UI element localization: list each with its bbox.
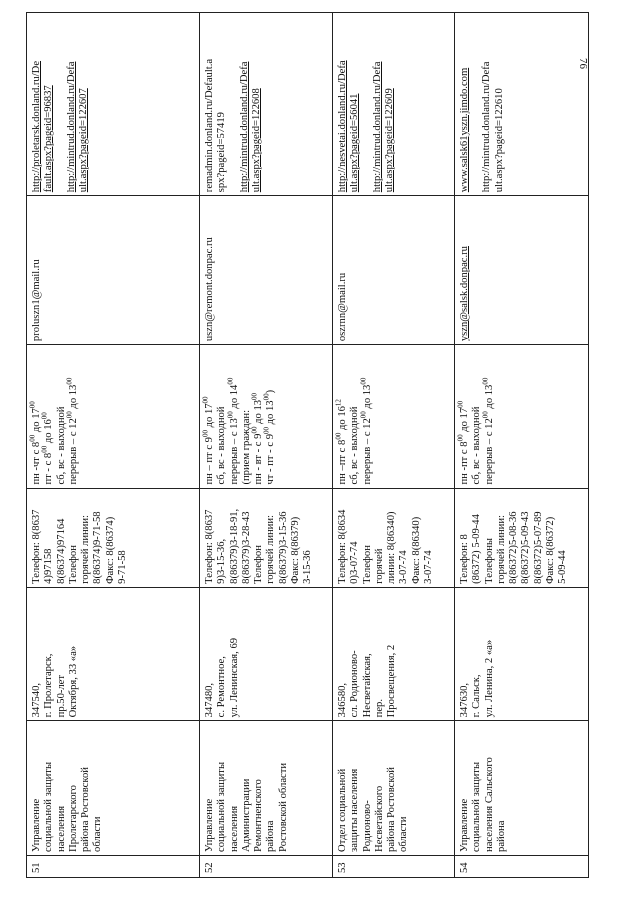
address-line: Просвещения, 2 <box>386 644 398 718</box>
table-row <box>200 13 333 878</box>
time-minutes: 00 <box>334 432 343 440</box>
phone-line: Телефон: 8(8637 <box>204 509 215 584</box>
phone-line: линии: 8(86340) <box>386 511 398 584</box>
time-minutes: 00 <box>201 396 210 404</box>
working-hours-line <box>201 348 216 485</box>
phone-cell <box>27 488 200 587</box>
website-cell <box>333 13 455 196</box>
time-text: до 14 <box>228 384 240 412</box>
organization-name-line: области <box>398 816 410 852</box>
phone-line: Телефон <box>253 545 265 584</box>
phone-line: горячей линии: <box>495 515 507 584</box>
time-text: пн -пт с 8 <box>459 441 470 485</box>
website-link[interactable]: http://mintrud.donland.ru/Defa <box>65 61 77 193</box>
time-text: пн – пт с 9 <box>204 437 215 485</box>
phone-line: 3-07-74 <box>422 550 434 584</box>
institutions-table <box>26 12 589 878</box>
page-number: 76 <box>577 58 589 69</box>
time-text: сб, вс - выходной <box>349 406 361 485</box>
table-row <box>455 13 589 878</box>
address-line: пер. <box>373 699 385 718</box>
phone-line: 3-15-36 <box>302 550 314 584</box>
working-hours-line <box>359 348 374 485</box>
time-text: чт - пт - с 9 <box>265 433 277 485</box>
working-hours-line <box>241 348 253 484</box>
organization-name-line: Ремонтненского <box>253 779 265 852</box>
row-number: 53 <box>333 855 455 877</box>
time-minutes: 00 <box>262 426 271 434</box>
website-link[interactable]: ult.aspx?pageid=122607 <box>77 88 89 193</box>
organization-name-line: района <box>265 820 277 852</box>
time-minutes: 00 <box>28 434 37 442</box>
website-link[interactable]: ult.aspx?pageid=122610 <box>493 88 505 193</box>
organization-name-line: Управление <box>204 798 215 852</box>
address-line: 347630, <box>459 682 470 718</box>
email-address[interactable]: yszn@salsk.donpac.ru <box>459 246 470 342</box>
website-link[interactable]: www.salsk61yszn.jimdo.com <box>459 67 470 193</box>
address-cell <box>455 587 589 721</box>
phone-line: Телефон: 8(8634 <box>337 509 348 584</box>
time-minutes: 00 <box>201 430 210 438</box>
time-minutes: 00 <box>359 411 368 419</box>
phone-line: 8(86372)5-09-43 <box>520 511 532 584</box>
phone-line: 8(86374)97164 <box>55 518 67 584</box>
phone-cell <box>333 488 455 587</box>
phone-line: (86372) 5-09-44 <box>471 514 483 584</box>
time-minutes: 00 <box>250 392 259 400</box>
phone-line: Факс: 8(86340) <box>410 516 422 584</box>
time-text: (прием граждан: <box>240 409 252 485</box>
organization-name-line: социальной защиты <box>43 761 55 852</box>
website-link[interactable]: remadmin.donland.ru/Default.a <box>204 58 215 193</box>
address-cell <box>200 587 333 721</box>
email-cell <box>333 196 455 345</box>
phone-line: 8(86379)3-18-91, <box>228 508 240 584</box>
working-hours-cell <box>200 345 333 488</box>
time-text: перерыв – с 13 <box>228 418 240 485</box>
time-minutes: 00 <box>40 412 49 420</box>
time-text: сб, вс - выходной <box>55 406 67 485</box>
organization-name-line: Ростовской области <box>277 762 289 852</box>
organization-name-cell <box>333 721 455 856</box>
website-link[interactable]: fault.aspx?pageid=96837 <box>43 85 55 193</box>
time-minutes: 00 <box>262 393 271 401</box>
organization-name-line: Администрации <box>240 778 252 852</box>
working-hours-line <box>65 348 80 485</box>
organization-name-cell <box>27 721 200 856</box>
working-hours-line <box>456 348 471 485</box>
time-minutes: 12 <box>334 399 343 407</box>
working-hours-cell <box>455 345 589 488</box>
website-link[interactable]: ult.aspx?pageid=122608 <box>250 88 262 193</box>
time-text: до 13 <box>265 400 277 427</box>
website-link[interactable]: http://proletarsk.donland.ru/De <box>31 60 42 193</box>
address-line: 346580, <box>337 682 348 718</box>
address-line: пр.50-лет <box>55 674 67 718</box>
phone-line: горячей линии: <box>80 515 92 584</box>
phone-line: Телефоны <box>483 538 495 584</box>
website-cell <box>200 13 333 196</box>
organization-name-line: района <box>495 820 507 852</box>
address-line: Октября, 33 «а» <box>67 645 79 718</box>
time-minutes: 00 <box>456 400 465 408</box>
organization-name-line: района Ростовской <box>80 767 92 852</box>
address-line: г. Сальск, <box>471 674 483 718</box>
time-text: перерыв – с 12 <box>361 418 373 485</box>
working-hours-cell <box>27 345 200 488</box>
time-minutes: 00 <box>226 377 235 385</box>
time-text: пн - вт - с 9 <box>253 433 265 485</box>
table-row <box>27 13 200 878</box>
email-address[interactable]: oszrnn@mail.ru <box>337 272 348 342</box>
email-cell <box>27 196 200 345</box>
time-text: до 13 <box>253 399 265 427</box>
phone-line: горячей <box>373 548 385 584</box>
time-text: до 17 <box>204 403 215 431</box>
website-cell <box>27 13 200 196</box>
organization-name-line: Управление <box>31 798 42 852</box>
address-line: 347540, <box>31 682 42 718</box>
phone-line: 8(86372)5-08-36 <box>508 511 520 584</box>
organization-name-line: Управление <box>459 798 470 852</box>
row-number: 52 <box>200 855 333 877</box>
time-minutes: 00 <box>250 426 259 434</box>
address-cell <box>333 587 455 721</box>
email-address[interactable]: uszn@remont.donpac.ru <box>204 237 215 342</box>
working-hours-line <box>262 348 277 485</box>
time-minutes: 00 <box>359 377 368 385</box>
time-text: пт - с 8 <box>43 452 55 485</box>
time-text: перерыв – с 12 <box>483 418 495 485</box>
address-line: г. Пролетарск, <box>43 653 55 718</box>
link-spacer <box>229 16 239 192</box>
phone-line: Телефон: 8(8637 <box>31 509 42 584</box>
phone-line: Телефон <box>361 545 373 584</box>
phone-line: Факс: 8(86374) <box>104 516 116 584</box>
phone-line: 8(86372)5-07-89 <box>532 511 544 584</box>
address-line: 347480, <box>204 682 215 718</box>
phone-line: 9)3-15-36, <box>216 538 228 584</box>
organization-name-line: области <box>92 816 104 852</box>
time-text: пн –пт с 8 <box>337 439 348 485</box>
time-minutes: 00 <box>28 401 37 409</box>
phone-line: Телефон: 8 <box>459 534 470 584</box>
organization-name-line: Родионово- <box>361 800 373 852</box>
email-address[interactable]: proluszn1@mail.ru <box>31 259 42 342</box>
organization-name-line: населения <box>55 805 67 852</box>
organization-name-line: социальной защиты <box>471 761 483 852</box>
organization-name-cell <box>455 721 589 856</box>
organization-name-line: населения Сальского <box>483 757 495 852</box>
phone-cell <box>200 488 333 587</box>
working-hours-line <box>334 348 349 485</box>
time-minutes: 00 <box>456 434 465 442</box>
time-text: ) <box>265 389 277 394</box>
phone-line: 5-09-44 <box>557 550 569 584</box>
phone-line: 9-71-58 <box>116 550 128 584</box>
organization-name-line: социальной защиты <box>216 761 228 852</box>
organization-name-line: Отдел социальной <box>337 768 348 852</box>
website-link[interactable]: ult.aspx?pageid=122609 <box>383 88 395 193</box>
phone-line: 8(86379)3-15-36 <box>277 511 289 584</box>
link-spacer <box>56 16 66 192</box>
working-hours-line <box>250 348 265 485</box>
working-hours-cell <box>333 345 455 488</box>
website-link[interactable]: ult.aspx?pageid=56041 <box>349 93 361 193</box>
time-minutes: 00 <box>226 411 235 419</box>
time-minutes: 00 <box>40 445 49 453</box>
time-minutes: 00 <box>65 377 74 385</box>
phone-line: горячей линии: <box>265 515 277 584</box>
address-line: с. Ремонтное, <box>216 656 228 718</box>
phone-line: 8(86374)9-71-58 <box>92 511 104 584</box>
address-cell <box>27 587 200 721</box>
organization-name-line: защиты населения <box>349 768 361 852</box>
working-hours-line <box>40 348 55 485</box>
rotated-table-container <box>26 12 588 878</box>
time-minutes: 00 <box>481 411 490 419</box>
row-number: 51 <box>27 855 200 877</box>
address-line: ул. Ленина, 2 «а» <box>483 639 495 718</box>
working-hours-line <box>481 348 496 485</box>
address-line: ул. Ленинская, 69 <box>228 637 240 718</box>
website-link[interactable]: http://mintrud.donland.ru/Defa <box>481 61 493 193</box>
time-text: до 13 <box>483 384 495 412</box>
website-link[interactable]: http://mintrud.donland.ru/Defa <box>238 61 250 193</box>
time-text: до 17 <box>459 407 470 435</box>
phone-line: Факс: 8(86372) <box>544 516 556 584</box>
time-text: перерыв – с 12 <box>67 418 79 485</box>
phone-line: Телефон <box>67 545 79 584</box>
link-spacer <box>362 16 372 192</box>
phone-line: 8(86379)3-28-43 <box>240 511 252 584</box>
phone-line: 4)97158 <box>43 548 55 584</box>
email-cell <box>200 196 333 345</box>
website-link[interactable]: spx?pageid=57419 <box>216 112 228 193</box>
link-spacer <box>471 16 481 192</box>
time-text: до 16 <box>43 419 55 446</box>
organization-name-cell <box>200 721 333 856</box>
phone-cell <box>455 488 589 587</box>
time-text: до 13 <box>361 384 373 412</box>
organization-name-line: Пролетарского <box>67 785 79 852</box>
address-line: сл. Родионово- <box>349 650 361 718</box>
organization-name-line: Несветайского <box>373 785 385 852</box>
time-minutes: 00 <box>481 377 490 385</box>
phone-line: Факс: 8(86379) <box>289 516 301 584</box>
email-cell <box>455 196 589 345</box>
time-text: сб, вс - выходной <box>216 406 228 485</box>
phone-line: 0)3-07-74 <box>349 541 361 584</box>
time-text: до 17 <box>31 408 42 435</box>
table-row <box>333 13 455 878</box>
time-text: до 13 <box>67 384 79 412</box>
website-link[interactable]: http://mintrud.donland.ru/Defa <box>371 61 383 193</box>
row-number: 54 <box>455 855 589 877</box>
phone-line: 3-07-74 <box>398 550 410 584</box>
working-hours-line <box>226 348 241 485</box>
website-link[interactable]: http://nesvetai.donland.ru/Defa <box>337 60 348 193</box>
time-text: сб, вс - выходной <box>471 406 483 485</box>
address-line: Несветайская, <box>361 653 373 718</box>
website-cell <box>455 13 589 196</box>
organization-name-line: района Ростовской <box>386 767 398 852</box>
organization-name-line: населения <box>228 805 240 852</box>
time-text: до 16 <box>337 406 348 433</box>
time-minutes: 00 <box>65 411 74 419</box>
time-text: пн -чт с 8 <box>31 441 42 485</box>
